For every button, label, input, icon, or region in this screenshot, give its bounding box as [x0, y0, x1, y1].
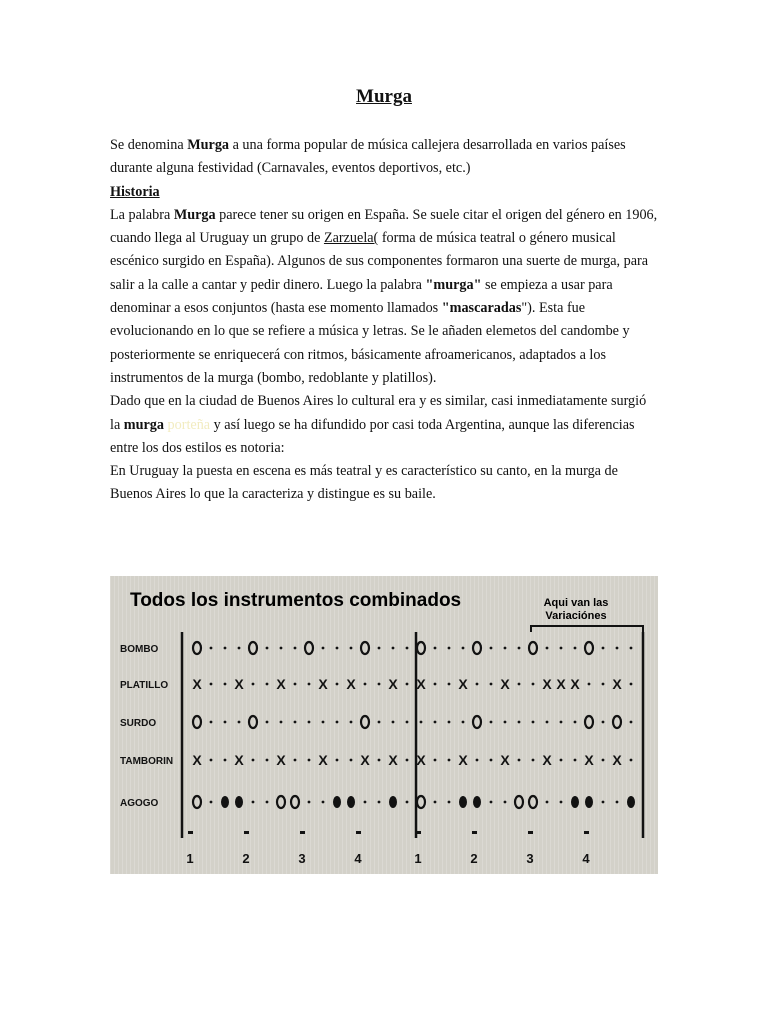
- rest-dot-mark: [406, 801, 409, 804]
- rest-dot-mark: [518, 721, 521, 724]
- variations-label-line1: Aqui van las: [543, 597, 609, 609]
- x-stroke-mark: X: [388, 752, 398, 768]
- rest-dot-mark: [238, 647, 241, 650]
- filled-stroke-mark: [473, 796, 481, 808]
- x-stroke-mark: X: [542, 752, 552, 768]
- rest-dot-mark: [280, 647, 283, 650]
- rest-dot-mark: [224, 647, 227, 650]
- x-stroke-mark: X: [458, 752, 468, 768]
- rest-dot-mark: [392, 721, 395, 724]
- rest-dot-mark: [308, 801, 311, 804]
- rest-dot-mark: [224, 721, 227, 724]
- rest-dot-mark: [350, 647, 353, 650]
- filled-stroke-mark: [389, 796, 397, 808]
- beat-dash-mark: [416, 831, 421, 834]
- rest-dot-mark: [462, 647, 465, 650]
- rest-dot-mark: [574, 759, 577, 762]
- x-stroke-mark: X: [192, 752, 202, 768]
- x-stroke-mark: X: [584, 752, 594, 768]
- rhythm-chart-svg: [110, 576, 658, 874]
- rest-dot-mark: [462, 721, 465, 724]
- history-text: se empieza a usar para denominar a esos conjuntos (hasta ese momento llamados: [110, 276, 613, 317]
- rest-dot-mark: [630, 721, 633, 724]
- rest-dot-mark: [266, 721, 269, 724]
- rest-dot-mark: [210, 759, 213, 762]
- chart-heading: Todos los instrumentos combinados: [130, 590, 462, 611]
- rest-dot-mark: [406, 683, 409, 686]
- beat-dash-mark: [188, 831, 193, 834]
- x-stroke-mark: X: [234, 752, 244, 768]
- x-stroke-mark: X: [458, 676, 468, 692]
- x-stroke-mark: X: [388, 676, 398, 692]
- rest-dot-mark: [630, 647, 633, 650]
- beat-dash-mark: [528, 831, 533, 834]
- rest-dot-mark: [308, 683, 311, 686]
- x-stroke-mark: X: [360, 752, 370, 768]
- rest-dot-mark: [210, 683, 213, 686]
- rest-dot-mark: [602, 683, 605, 686]
- rest-dot-mark: [476, 683, 479, 686]
- x-stroke-mark: X: [276, 676, 286, 692]
- intro-bold-murga: Murga: [187, 137, 230, 153]
- rest-dot-mark: [294, 647, 297, 650]
- rest-dot-mark: [602, 801, 605, 804]
- rest-dot-mark: [378, 683, 381, 686]
- beat-number: 3: [298, 851, 306, 866]
- rest-dot-mark: [350, 759, 353, 762]
- rest-dot-mark: [518, 647, 521, 650]
- history-text: La palabra: [110, 206, 174, 223]
- x-stroke-mark: X: [346, 676, 356, 692]
- rest-dot-mark: [532, 721, 535, 724]
- beat-number: 2: [470, 851, 478, 866]
- filled-stroke-mark: [221, 796, 229, 808]
- rest-dot-mark: [574, 647, 577, 650]
- filled-stroke-mark: [347, 796, 355, 808]
- rest-dot-mark: [434, 683, 437, 686]
- beat-dash-mark: [584, 831, 589, 834]
- rest-dot-mark: [490, 683, 493, 686]
- rest-dot-mark: [406, 647, 409, 650]
- intro-text: Se denomina: [110, 137, 188, 153]
- rest-dot-mark: [294, 721, 297, 724]
- rest-dot-mark: [434, 759, 437, 762]
- rest-dot-mark: [210, 647, 213, 650]
- instrument-label: SURDO: [120, 718, 157, 729]
- rest-dot-mark: [378, 721, 381, 724]
- x-stroke-mark: X: [318, 676, 328, 692]
- beat-dash-mark: [472, 831, 477, 834]
- x-stroke-mark: X: [416, 676, 426, 692]
- rest-dot-mark: [546, 647, 549, 650]
- rest-dot-mark: [490, 801, 493, 804]
- x-stroke-mark: X: [192, 676, 202, 692]
- history-bold-murga: Murga: [173, 206, 216, 223]
- rest-dot-mark: [630, 759, 633, 762]
- history-text: forma de música teatral o género musical escénico surgido en España). Algunos de sus componentes formaron una suerte de murga, para salir a la calle a cantar y pedir dinero. Luego la palabra: [110, 230, 649, 293]
- rest-dot-mark: [602, 759, 605, 762]
- rest-dot-mark: [364, 683, 367, 686]
- filled-stroke-mark: [235, 796, 243, 808]
- rest-dot-mark: [294, 759, 297, 762]
- rest-dot-mark: [266, 759, 269, 762]
- beat-number: 4: [354, 851, 362, 866]
- rest-dot-mark: [434, 647, 437, 650]
- document-body: [110, 134, 658, 507]
- rest-dot-mark: [532, 683, 535, 686]
- zarzuela-link[interactable]: Zarzuela(: [323, 230, 379, 247]
- document-page: [110, 86, 658, 507]
- rest-dot-mark: [518, 683, 521, 686]
- rest-dot-mark: [560, 759, 563, 762]
- rest-dot-mark: [280, 721, 283, 724]
- rest-dot-mark: [448, 721, 451, 724]
- rest-dot-mark: [560, 801, 563, 804]
- rest-dot-mark: [252, 759, 255, 762]
- x-stroke-mark: X: [318, 752, 328, 768]
- rest-dot-mark: [322, 721, 325, 724]
- filled-stroke-mark: [571, 796, 579, 808]
- intro-text-end: a una forma popular de música callejera desarrollada en varios países durante alguna festividad (Carnavales, eventos deportivos, etc.): [110, 137, 626, 177]
- rest-dot-mark: [406, 721, 409, 724]
- beat-number: 1: [186, 851, 194, 866]
- instrument-label: AGOGO: [120, 798, 159, 809]
- filled-stroke-mark: [627, 796, 635, 808]
- filled-stroke-mark: [333, 796, 341, 808]
- rest-dot-mark: [252, 801, 255, 804]
- buenos-aires-paragraph: [110, 390, 658, 460]
- instrument-label: TAMBORIN: [120, 756, 174, 767]
- rest-dot-mark: [210, 721, 213, 724]
- rest-dot-mark: [224, 759, 227, 762]
- instrument-label: BOMBO: [120, 644, 159, 655]
- rest-dot-mark: [448, 801, 451, 804]
- x-stroke-mark: X: [276, 752, 286, 768]
- rest-dot-mark: [378, 759, 381, 762]
- faint-portena-text: porteña: [164, 416, 211, 433]
- rest-dot-mark: [336, 721, 339, 724]
- variations-label-line2: Variaciónes: [545, 610, 607, 622]
- beat-dash-mark: [356, 831, 361, 834]
- rest-dot-mark: [448, 759, 451, 762]
- rest-dot-mark: [532, 759, 535, 762]
- rest-dot-mark: [322, 647, 325, 650]
- rest-dot-mark: [574, 721, 577, 724]
- rest-dot-mark: [210, 801, 213, 804]
- rest-dot-mark: [434, 721, 437, 724]
- rest-dot-mark: [378, 801, 381, 804]
- rest-dot-mark: [490, 721, 493, 724]
- rest-dot-mark: [308, 721, 311, 724]
- rest-dot-mark: [350, 721, 353, 724]
- x-stroke-mark: X: [612, 676, 622, 692]
- rest-dot-mark: [336, 683, 339, 686]
- filled-stroke-mark: [585, 796, 593, 808]
- rest-dot-mark: [224, 683, 227, 686]
- rest-dot-mark: [322, 801, 325, 804]
- filled-stroke-mark: [459, 796, 467, 808]
- beat-number: 2: [242, 851, 250, 866]
- rest-dot-mark: [266, 647, 269, 650]
- rest-dot-mark: [434, 801, 437, 804]
- uruguay-paragraph: En Uruguay la puesta en escena es más teatral y es característico su canto, en la murga de Buenos Aires lo que la caracteriza y distingue es su baile.: [110, 463, 618, 503]
- rest-dot-mark: [448, 647, 451, 650]
- history-bold-mascaradas: "mascaradas: [441, 300, 522, 317]
- beat-dash-mark: [244, 831, 249, 834]
- beat-number: 3: [526, 851, 534, 866]
- history-heading: [110, 181, 658, 204]
- beat-dash-mark: [300, 831, 305, 834]
- rest-dot-mark: [420, 721, 423, 724]
- rest-dot-mark: [378, 647, 381, 650]
- instrument-label: PLATILLO: [120, 680, 169, 691]
- x-stroke-mark: X: [542, 676, 552, 692]
- beat-number: 4: [582, 851, 590, 866]
- history-bold-murga-quoted: "murga": [425, 276, 482, 293]
- rest-dot-mark: [336, 647, 339, 650]
- history-paragraph: [110, 204, 658, 390]
- x-stroke-mark: X: [234, 676, 244, 692]
- rest-dot-mark: [504, 801, 507, 804]
- rest-dot-mark: [266, 683, 269, 686]
- rest-dot-mark: [294, 683, 297, 686]
- x-stroke-mark: X: [612, 752, 622, 768]
- rest-dot-mark: [588, 683, 591, 686]
- x-stroke-mark: X: [570, 676, 580, 692]
- rest-dot-mark: [364, 801, 367, 804]
- rest-dot-mark: [406, 759, 409, 762]
- history-heading-text: Historia: [110, 183, 160, 200]
- rest-dot-mark: [266, 801, 269, 804]
- rest-dot-mark: [546, 721, 549, 724]
- rest-dot-mark: [616, 801, 619, 804]
- rest-dot-mark: [560, 647, 563, 650]
- rest-dot-mark: [392, 647, 395, 650]
- rest-dot-mark: [616, 647, 619, 650]
- rest-dot-mark: [490, 647, 493, 650]
- intro-paragraph: [110, 134, 658, 181]
- beat-number: 1: [414, 851, 422, 866]
- rest-dot-mark: [518, 759, 521, 762]
- buenos-aires-text: Dado que en la ciudad de Buenos Aires lo cultural era y es similar, casi inmediatamente surgió la: [110, 393, 647, 433]
- rest-dot-mark: [448, 683, 451, 686]
- rest-dot-mark: [476, 759, 479, 762]
- history-text: "). Esta fue evolucionando en lo que se refiere a música y letras. Se le añaden elemetos del candombe y posteriormente se enriquecerá con ritmos, básicamente afroamericanos, adaptados a los instrumentos de la murga (bombo, redoblante y platillos).: [110, 300, 630, 386]
- rest-dot-mark: [238, 721, 241, 724]
- x-stroke-mark: X: [500, 676, 510, 692]
- rhythm-chart-photo: [110, 576, 658, 874]
- rest-dot-mark: [336, 759, 339, 762]
- page-title: Murga: [356, 86, 412, 107]
- rest-dot-mark: [602, 647, 605, 650]
- x-stroke-mark: X: [416, 752, 426, 768]
- rest-dot-mark: [560, 721, 563, 724]
- rest-dot-mark: [630, 683, 633, 686]
- rest-dot-mark: [546, 801, 549, 804]
- x-stroke-mark: X: [556, 676, 566, 692]
- rest-dot-mark: [602, 721, 605, 724]
- rest-dot-mark: [252, 683, 255, 686]
- history-text: parece tener su origen en España. Se suele citar el origen del género en 1906, cuando llega al Uruguay un grupo de: [110, 206, 658, 247]
- buenos-aires-text-end: y así luego se ha difundido por casi toda Argentina, aunque las diferencias entre los dos estilos es notoria:: [110, 416, 635, 456]
- rest-dot-mark: [308, 759, 311, 762]
- rest-dot-mark: [504, 721, 507, 724]
- rest-dot-mark: [490, 759, 493, 762]
- rest-dot-mark: [504, 647, 507, 650]
- x-stroke-mark: X: [500, 752, 510, 768]
- buenos-aires-bold-murga: murga: [123, 416, 164, 433]
